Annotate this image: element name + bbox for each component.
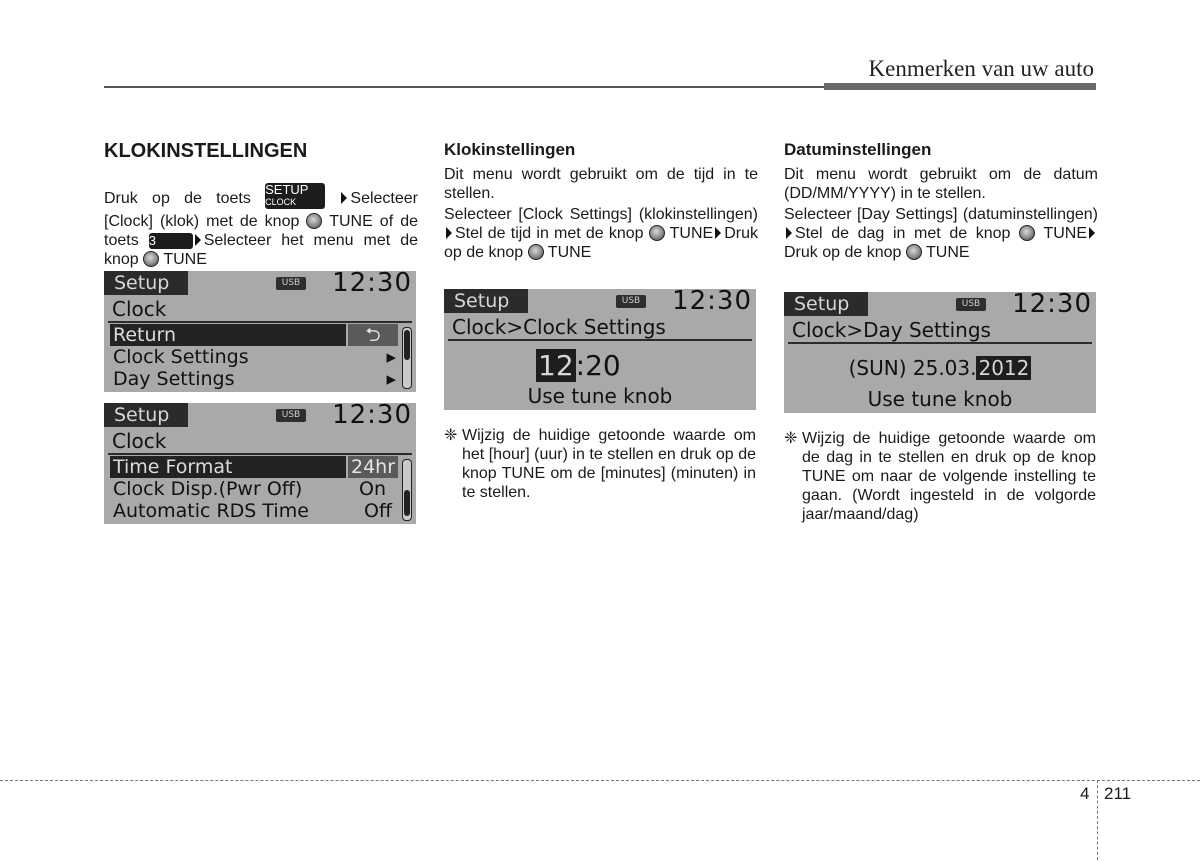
page-header-title: Kenmerken van uw auto [868,56,1094,81]
instruction-text: Druk op de toets [104,190,251,208]
lcd-clock: 12:30 [332,271,412,298]
menu-row-label: Day Settings [113,368,235,390]
lcd-tab-setup: Setup [104,271,188,295]
menu-row-clock-display[interactable] [110,478,398,500]
menu-row-value: Off [363,500,392,522]
footer-divider [0,780,1200,781]
description-paragraph: Dit menu wordt gebruikt om de tijd in te stellen. [444,166,758,202]
instruction-text: Selecteer [Clock] (klok) met de knop [104,190,418,230]
menu-row-value: On [359,478,386,500]
header-accent-bar [824,83,1096,90]
menu-row-label: Clock Disp.(Pwr Off) [113,478,303,500]
arrow-right-icon [341,192,347,204]
lcd-divider [108,321,412,323]
arrow-right-icon [195,234,201,246]
scrollbar-thumb [404,490,410,516]
lcd-divider [448,339,752,341]
tune-knob-icon [649,225,665,241]
column-klokinstellingen [104,140,418,269]
date-day-month: (SUN) 25.03. [848,356,977,380]
section-heading: Klokinstellingen [444,140,576,159]
menu-row-day-settings[interactable] [110,368,398,390]
tune-knob-icon [143,251,159,267]
tune-knob-icon [306,213,322,229]
note-mark-icon: ❈ [444,427,458,444]
menu-row-label: Time Format [113,456,233,478]
instruction-text: Stel de tijd in met de knop [455,225,644,242]
lcd-breadcrumb: Clock>Day Settings [792,318,991,342]
instruction-text: TUNE [163,251,207,268]
column-datuminstellingen [784,140,1098,262]
description-paragraph: Dit menu wordt gebruikt om de datum (DD/MM/YYYY) in te stellen. [784,166,1098,202]
time-colon: : [575,349,586,382]
setup-button-label: SETUP [265,182,309,197]
arrow-right-icon [786,227,792,239]
chapter-number: 4 [1080,784,1090,803]
lcd-scrollbar [402,327,412,389]
lcd-breadcrumb: Clock>Clock Settings [452,315,666,339]
lcd-tab-setup: Setup [784,292,868,316]
lcd-tab-setup: Setup [444,289,528,313]
time-editor[interactable] [536,351,621,381]
usb-icon: USB [616,295,646,308]
chevron-right-icon: ▸ [386,346,396,368]
menu-row-rds-time[interactable] [110,500,398,522]
usb-icon: USB [276,277,306,290]
instruction-text: TUNE [926,244,970,261]
instruction-text: Selecteer het menu met de knop [104,232,418,268]
instruction-text: Stel de dag in met de knop [795,225,1011,242]
lcd-hint: Use tune knob [867,387,1013,411]
preset-3-button-icon: 3 [149,233,193,249]
lcd-divider [788,342,1092,344]
tune-knob-icon [528,244,544,260]
instruction-text: Druk op de knop [444,225,758,261]
lcd-screen-clock-menu [104,271,416,392]
scrollbar-thumb [404,330,410,360]
menu-row-time-format[interactable] [110,456,398,478]
instruction-text: TUNE [547,244,592,261]
instruction-text: Druk op de knop [784,244,902,261]
column-klokinstellingen-detail [444,140,758,262]
lcd-clock: 12:30 [672,289,752,316]
lcd-clock: 12:30 [332,403,412,430]
menu-row-clock-settings[interactable] [110,346,398,368]
note-paragraph [444,426,756,502]
usb-icon: USB [276,409,306,422]
instruction-text: Selecteer [Day Settings] (datuminstellingen) [784,206,1098,223]
lcd-screen-clock-settings [444,289,756,410]
arrow-right-icon [715,227,721,239]
lcd-clock: 12:30 [1012,292,1092,319]
note-text: Wijzig de huidige getoonde waarde om de dag in te stellen en druk op de knop TUNE om naar de volgende instelling te gaan. (Wordt ingesteld in de volgorde jaar/maand/dag) [802,430,1096,523]
lcd-scrollbar [402,459,412,521]
lcd-screen-clock-options [104,403,416,524]
lcd-screen-day-settings [784,292,1096,413]
chevron-right-icon: ▸ [386,368,396,390]
instruction-text: Selecteer [Clock Settings] (klokinstellingen) [444,206,758,223]
lcd-hint: Use tune knob [527,384,673,408]
year-field[interactable]: 2012 [978,356,1030,380]
usb-icon: USB [956,298,986,311]
instruction-paragraph [444,205,758,262]
tune-knob-icon [1019,225,1035,241]
menu-row-label: Return [113,324,177,346]
lcd-divider [108,453,412,455]
section-heading: Datuminstellingen [784,140,932,159]
hour-field[interactable]: 12 [538,349,574,382]
tune-knob-icon [906,244,922,260]
lcd-breadcrumb: Clock [112,429,167,453]
instruction-text: TUNE of de toets [104,213,418,249]
instruction-text: TUNE [1043,225,1087,242]
instruction-paragraph [104,182,418,269]
menu-row-value: 24hr [346,456,398,478]
note-text: Wijzig de huidige getoonde waarde om het [hour] (uur) in te stellen en druk op de knop TUNE om de [minutes] (minuten) in te stellen. [462,427,756,501]
section-heading: KLOKINSTELLINGEN [104,140,308,162]
minute-field[interactable]: 20 [585,349,621,382]
instruction-paragraph [784,205,1098,262]
arrow-right-icon [1089,227,1095,239]
setup-clock-button-icon [265,183,325,209]
instruction-text: TUNE [669,225,714,242]
note-mark-icon: ❈ [784,430,798,447]
arrow-right-icon [446,227,452,239]
page-number: 211 [1104,784,1132,803]
lcd-tab-setup: Setup [104,403,188,427]
clock-button-label: CLOCK [265,197,297,207]
date-editor[interactable] [784,356,1096,380]
return-icon: ⮌ [346,324,398,346]
menu-row-label: Clock Settings [113,346,249,368]
footer-vertical-divider [1097,780,1098,860]
lcd-breadcrumb: Clock [112,297,167,321]
menu-row-label: Automatic RDS Time [113,500,309,522]
menu-row-return[interactable] [110,324,398,346]
note-paragraph [784,429,1096,524]
